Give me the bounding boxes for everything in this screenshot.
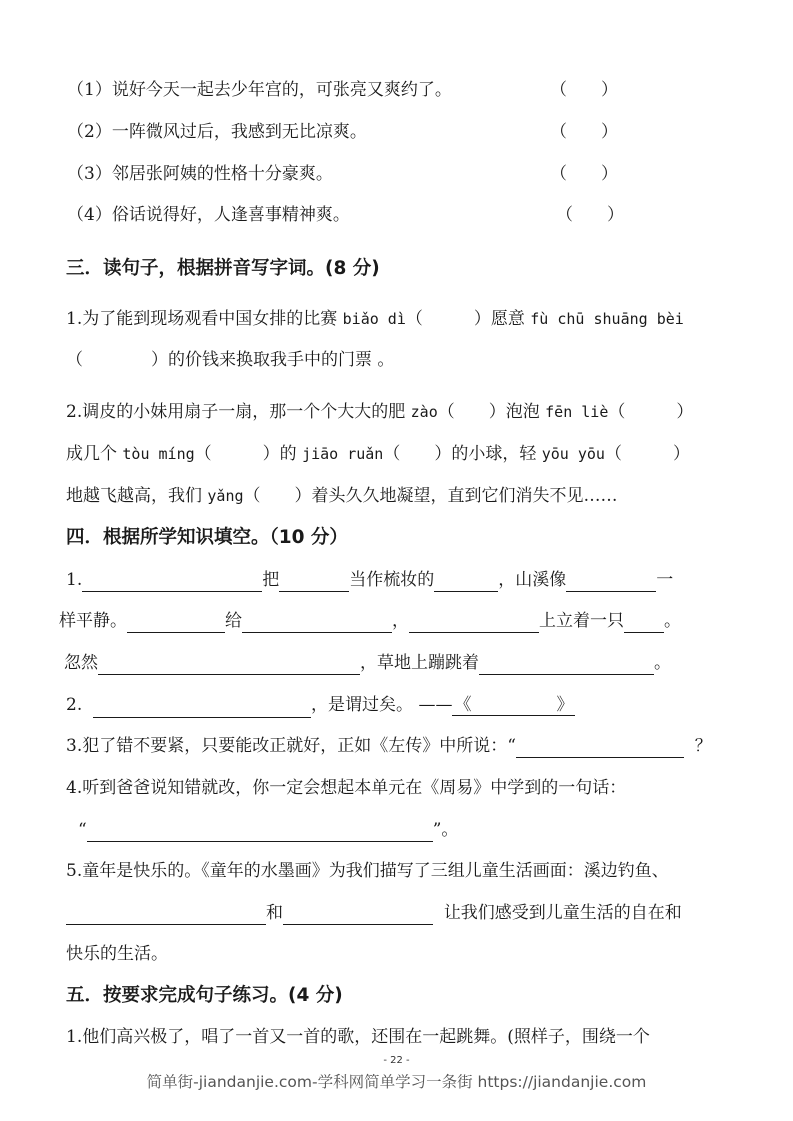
section-3-heading: 三．读句子，根据拼音写字词。(8 分) xyxy=(66,258,380,279)
text: 愿意 xyxy=(490,309,525,329)
s3-q2-line2 xyxy=(66,442,690,466)
text: 3.犯了错不要紧，只要能改正就好，正如《左传》中所说：“ xyxy=(66,736,516,756)
s3-q1-line1 xyxy=(66,307,684,331)
page-number: - 22 - xyxy=(383,1055,410,1066)
answer-paren[interactable]: （ ） xyxy=(405,309,491,329)
fill-blank[interactable] xyxy=(98,655,360,675)
fill-blank[interactable] xyxy=(87,822,433,842)
s3-q2-line1 xyxy=(66,400,693,424)
s4-q5-line1 xyxy=(66,859,669,883)
text: 着头久久地凝望，直到它们消失不见…… xyxy=(311,486,618,506)
text: 。 xyxy=(654,653,671,673)
pinyin: zào xyxy=(410,403,438,421)
pinyin: fù chū shuāng bèi xyxy=(530,310,684,328)
text: ，是谓过矣。 —— xyxy=(311,695,453,715)
text: 2.调皮的小妹用扇子一扇，那一个个大大的肥 xyxy=(66,402,406,422)
pinyin: yōu yōu xyxy=(541,445,605,463)
text: 当作梳妆的 xyxy=(349,570,435,590)
text: 5.童年是快乐的。《童年的水墨画》为我们描写了三组儿童生活画面：溪边钓鱼、 xyxy=(66,861,669,881)
answer-paren[interactable]: （ ） xyxy=(243,486,312,506)
text: 。 xyxy=(664,611,681,631)
item-text: （1）说好今天一起去少年宫的，可张亮又爽约了。 xyxy=(67,80,452,100)
pinyin: jiāo ruǎn xyxy=(302,445,384,463)
fill-blank-book-title[interactable]: 《 》 xyxy=(454,695,574,715)
pinyin: fēn liè xyxy=(545,403,609,421)
s4-q3 xyxy=(66,734,712,758)
text: 地越飞越高，我们 xyxy=(66,486,202,506)
answer-paren-2[interactable]: （ ） xyxy=(550,122,618,142)
fill-blank[interactable] xyxy=(516,738,684,758)
answer-paren-1[interactable]: （ ） xyxy=(550,80,618,100)
text: 的价钱来换取我手中的门票 。 xyxy=(168,350,395,370)
text: 的 xyxy=(279,444,297,464)
answer-paren-4[interactable]: （ ） xyxy=(556,205,624,225)
section-5-heading: 五．按要求完成句子练习。(4 分) xyxy=(66,985,343,1006)
fill-blank[interactable] xyxy=(82,572,262,592)
fill-blank[interactable] xyxy=(624,613,664,633)
text: ，山溪像 xyxy=(498,570,567,590)
s4-q5-line3 xyxy=(66,942,168,966)
text: ， xyxy=(392,611,409,631)
item-text: （2）一阵微风过后，我感到无比凉爽。 xyxy=(67,122,367,142)
pinyin: biǎo dì xyxy=(342,310,406,328)
text: 让我们感受到儿童生活的自在和 xyxy=(443,903,682,923)
fill-blank[interactable] xyxy=(279,572,349,592)
s4-q2 xyxy=(66,693,575,718)
text: 1.他们高兴极了，唱了一首又一首的歌，还围在一起跳舞。(照样子，围绕一个 xyxy=(66,1027,650,1047)
text: 一 xyxy=(656,570,674,590)
fill-blank[interactable] xyxy=(127,613,225,633)
text: 和 xyxy=(266,903,283,923)
item-2 xyxy=(67,120,367,144)
text: 给 xyxy=(225,611,242,631)
s4-q1-line1 xyxy=(66,568,673,592)
fill-blank[interactable] xyxy=(479,655,654,675)
answer-paren[interactable]: （ ） xyxy=(194,444,280,464)
text: 忽然 xyxy=(64,653,98,673)
s4-q5-line2 xyxy=(66,901,682,925)
s3-q1-line2 xyxy=(66,348,394,372)
s4-q1-line3 xyxy=(64,651,671,675)
answer-paren[interactable]: （ ） xyxy=(437,402,506,422)
fill-blank[interactable] xyxy=(283,905,433,925)
text: 1.为了能到现场观看中国女排的比赛 xyxy=(66,309,338,329)
item-text: （3）邻居张阿姨的性格十分豪爽。 xyxy=(67,164,333,184)
answer-paren[interactable]: （ ） xyxy=(66,350,168,370)
item-4 xyxy=(67,203,350,227)
answer-paren-3[interactable]: （ ） xyxy=(550,164,618,184)
answer-paren[interactable]: （ ） xyxy=(383,444,452,464)
text: 样平静。 xyxy=(59,611,127,631)
fill-blank[interactable] xyxy=(409,613,539,633)
section-4-heading: 四．根据所学知识填空。（10 分） xyxy=(66,527,348,548)
text: ？ xyxy=(694,736,712,756)
text: 成几个 xyxy=(66,444,117,464)
fill-blank[interactable] xyxy=(434,572,498,592)
item-3 xyxy=(67,162,333,186)
fill-blank[interactable] xyxy=(66,905,266,925)
answer-paren[interactable]: （ ） xyxy=(608,402,694,422)
s3-q2-line3 xyxy=(66,484,618,508)
item-text: （4）俗话说得好，人逢喜事精神爽。 xyxy=(67,205,350,225)
pinyin: yǎng xyxy=(207,487,244,505)
watermark-footer: 简单街-jiandanjie.com-学科网简单学习一条街 https://jiandanjie.com xyxy=(146,1073,647,1091)
text: 的小球，轻 xyxy=(451,444,537,464)
text: 4.听到爸爸说知错就改，你一定会想起本单元在《周易》中学到的一句话： xyxy=(66,778,627,798)
fill-blank[interactable] xyxy=(93,698,311,718)
text: 2. xyxy=(66,695,83,715)
s4-q4-line2 xyxy=(78,818,458,842)
item-1 xyxy=(67,78,452,102)
text: 1. xyxy=(66,570,83,590)
text: “ xyxy=(78,820,87,840)
text: ，草地上蹦跳着 xyxy=(360,653,479,673)
s4-q4-line1 xyxy=(66,776,626,800)
fill-blank[interactable] xyxy=(566,572,656,592)
fill-blank[interactable] xyxy=(242,613,392,633)
s4-q1-line2 xyxy=(59,609,681,633)
s5-q1 xyxy=(66,1025,650,1049)
text: 快乐的生活。 xyxy=(66,944,168,964)
pinyin: tòu míng xyxy=(122,445,195,463)
text: ”。 xyxy=(432,820,459,840)
text: 上立着一只 xyxy=(539,611,624,631)
answer-paren[interactable]: （ ） xyxy=(604,444,690,464)
text: 把 xyxy=(262,570,280,590)
text: 泡泡 xyxy=(505,402,540,422)
